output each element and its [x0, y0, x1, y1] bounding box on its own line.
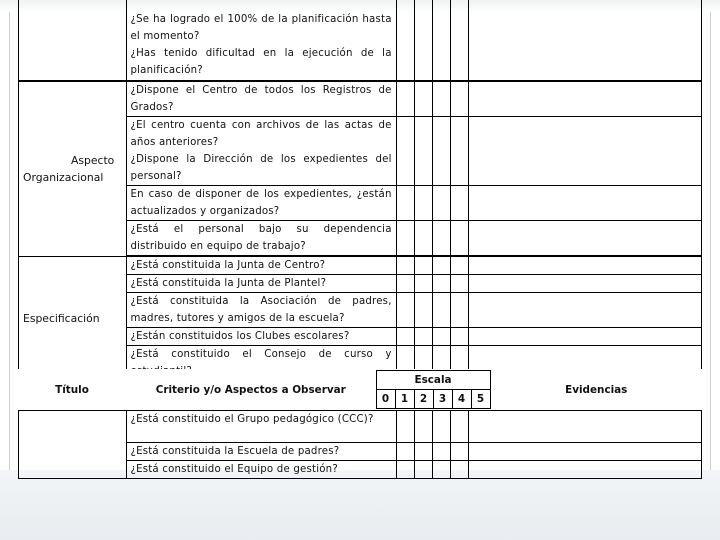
scale-cell[interactable]: [450, 257, 468, 275]
header-titulo: Título: [55, 383, 89, 396]
question-cell: [127, 461, 396, 479]
title-line: Organizacional: [23, 170, 104, 184]
scale-cell[interactable]: [396, 0, 414, 81]
question-cell: [127, 328, 396, 346]
evidence-cell[interactable]: [468, 275, 701, 293]
title-line: Especificación: [23, 312, 100, 325]
title-cell-aspecto-organizacional: [19, 81, 127, 257]
title-cell-empty: [19, 411, 127, 479]
scale-cell[interactable]: [450, 186, 468, 221]
evidence-cell[interactable]: [468, 0, 701, 81]
title-cell-empty: [19, 0, 127, 81]
scale-cell[interactable]: [432, 117, 450, 186]
question-text: ¿Está constituida la Asociación de padres, madres, tutores y amigos de la escuela?: [130, 296, 392, 324]
question-cell: [127, 221, 396, 256]
question-cell: [127, 81, 396, 117]
header-table: [18, 370, 702, 409]
question-text: ¿Dispone el Centro de todos los Registros de Grados?: [130, 84, 392, 113]
scale-cell[interactable]: [414, 443, 432, 461]
question-text: En caso de disponer de los expedientes, ¿están actualizados y organizados?: [130, 189, 392, 217]
question-cell: [127, 293, 396, 328]
scale-cell[interactable]: [396, 411, 414, 443]
scale-cell[interactable]: [414, 328, 432, 346]
upper-evaluation-table: [18, 0, 702, 381]
title-cell-especificacion: [19, 257, 127, 381]
evidence-cell[interactable]: [468, 186, 701, 221]
scale-cell[interactable]: [450, 117, 468, 186]
header-evidencias: Evidencias: [565, 383, 628, 396]
evidence-cell[interactable]: [468, 257, 701, 275]
question-text: ¿Has tenido dificultad en la ejecución de la planificación?: [130, 48, 392, 76]
scale-value-3: 3: [433, 390, 452, 409]
evidence-cell[interactable]: [468, 221, 701, 256]
scale-cell[interactable]: [432, 293, 450, 328]
scale-cell[interactable]: [450, 0, 468, 81]
scale-cell[interactable]: [396, 443, 414, 461]
evidence-cell[interactable]: [468, 328, 701, 346]
scale-cell[interactable]: [414, 461, 432, 479]
scale-cell[interactable]: [450, 275, 468, 293]
scale-cell[interactable]: [450, 328, 468, 346]
scale-cell[interactable]: [450, 221, 468, 256]
scale-cell[interactable]: [450, 293, 468, 328]
scale-cell[interactable]: [450, 81, 468, 117]
scale-cell[interactable]: [396, 81, 414, 117]
table-row: [19, 0, 702, 81]
question-text: ¿Está constituida la Junta de Centro?: [130, 260, 326, 271]
scale-value-5: 5: [471, 390, 490, 409]
scale-cell[interactable]: [396, 186, 414, 221]
table-row: [19, 81, 702, 117]
table-row: [19, 257, 702, 275]
scale-cell[interactable]: [396, 328, 414, 346]
scale-cell[interactable]: [432, 443, 450, 461]
question-cell: [127, 443, 396, 461]
table-row: [19, 411, 702, 443]
question-cell: [127, 0, 396, 81]
scale-cell[interactable]: [450, 461, 468, 479]
scale-cell[interactable]: [432, 411, 450, 443]
scale-cell[interactable]: [432, 186, 450, 221]
lower-evaluation-table: [18, 410, 702, 479]
page-border-right: [710, 12, 711, 470]
question-text: ¿Está constituido el Grupo pedagógico (CCC)?: [130, 414, 374, 425]
question-text: ¿Está el personal bajo su dependencia distribuido en equipo de trabajo?: [130, 224, 392, 252]
slide-background-bottom: [0, 470, 720, 540]
scale-cell[interactable]: [432, 221, 450, 256]
question-cell: [127, 411, 396, 443]
scale-cell[interactable]: [414, 117, 432, 186]
scale-cell[interactable]: [414, 257, 432, 275]
evidence-cell[interactable]: [468, 81, 701, 117]
question-cell: [127, 257, 396, 275]
scale-cell[interactable]: [414, 186, 432, 221]
scale-cell[interactable]: [432, 0, 450, 81]
question-text: ¿Se ha logrado el 100% de la planificación hasta el momento?: [130, 14, 392, 42]
question-text: ¿Están constituidos los Clubes escolares?: [130, 331, 350, 342]
scale-cell[interactable]: [414, 221, 432, 256]
scale-cell[interactable]: [450, 443, 468, 461]
scale-value-0: 0: [376, 390, 395, 409]
header-escala: Escala: [376, 371, 490, 390]
scale-cell[interactable]: [450, 411, 468, 443]
question-text: ¿Está constituido el Consejo de curso y: [130, 349, 392, 360]
evidence-cell[interactable]: [468, 443, 701, 461]
scale-cell[interactable]: [396, 257, 414, 275]
question-text: ¿El centro cuenta con archivos de las actas de años anteriores?: [130, 120, 392, 148]
scale-cell[interactable]: [432, 328, 450, 346]
question-cell: [127, 275, 396, 293]
scale-cell[interactable]: [396, 461, 414, 479]
evidence-cell[interactable]: [468, 461, 701, 479]
question-text: ¿Está constituido el Equipo de gestión?: [130, 464, 338, 475]
scale-cell[interactable]: [396, 275, 414, 293]
scale-cell[interactable]: [414, 0, 432, 81]
scale-value-1: 1: [395, 390, 414, 409]
question-text: ¿Está constituida la Junta de Plantel?: [130, 278, 327, 289]
scale-cell[interactable]: [414, 275, 432, 293]
question-cell: [127, 186, 396, 221]
question-text: ¿Dispone la Dirección de los expedientes del personal?: [130, 154, 392, 182]
scale-cell[interactable]: [432, 275, 450, 293]
question-text: ¿Está constituida la Escuela de padres?: [130, 446, 340, 457]
evidence-cell[interactable]: [468, 411, 701, 443]
scale-cell[interactable]: [432, 461, 450, 479]
page-border-left: [9, 12, 10, 470]
scale-value-4: 4: [452, 390, 471, 409]
scale-cell[interactable]: [414, 293, 432, 328]
evidence-cell[interactable]: [468, 117, 701, 186]
scale-cell[interactable]: [396, 293, 414, 328]
header-criterio: Criterio y/o Aspectos a Observar: [155, 383, 346, 396]
scale-cell[interactable]: [396, 117, 414, 186]
question-cell: [127, 117, 396, 186]
title-line: Aspecto: [71, 153, 115, 167]
scale-cell[interactable]: [396, 221, 414, 256]
scale-cell[interactable]: [414, 411, 432, 443]
scale-value-2: 2: [414, 390, 433, 409]
scale-cell[interactable]: [432, 81, 450, 117]
scale-cell[interactable]: [432, 257, 450, 275]
scale-cell[interactable]: [414, 81, 432, 117]
evidence-cell[interactable]: [468, 293, 701, 328]
